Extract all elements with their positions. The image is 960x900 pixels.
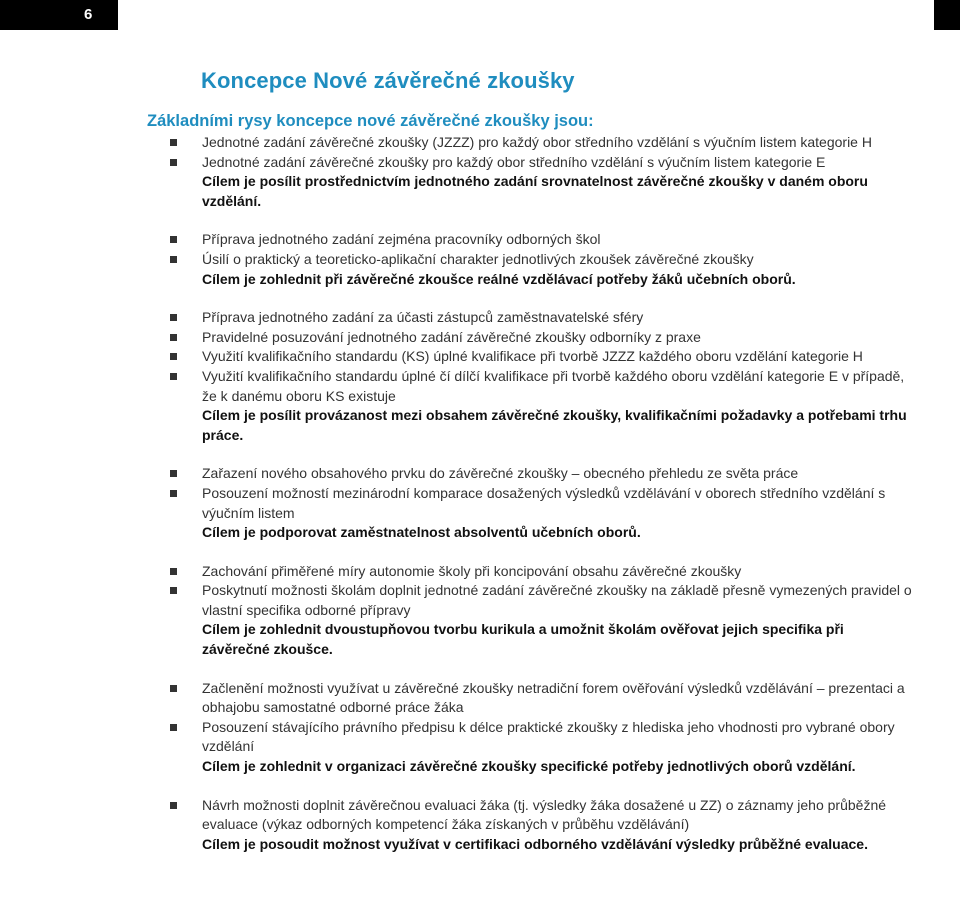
list-item-text: Posouzení možností mezinárodní komparace dosažených výsledků vzdělávání v oborech středního vzdělání s výučním listem	[202, 484, 886, 521]
list-item-text: Využití kvalifikačního standardu (KS) úplné kvalifikace při tvorbě JZZZ každého oboru vzdělání kategorie H	[202, 348, 863, 365]
square-bullet-icon	[170, 353, 177, 360]
list-item	[170, 250, 915, 270]
list-item	[170, 308, 915, 328]
square-bullet-icon	[170, 587, 177, 594]
goal-statement: Cílem je podporovat zaměstnatelnost absolventů učebních oborů.	[202, 524, 641, 541]
goal-statement: Cílem je zohlednit dvoustupňovou tvorbu kurikula a umožnit školám ověřovat jejich specifika při závěrečné zkoušce.	[202, 621, 844, 658]
goal-statement: Cílem je zohlednit při závěrečné zkoušce reálné vzdělávací potřeby žáků učebních oborů.	[202, 270, 796, 287]
square-bullet-icon	[170, 139, 177, 146]
page-title: Koncepce Nové závěrečné zkoušky	[201, 68, 575, 93]
square-bullet-icon	[170, 314, 177, 321]
bullet-group	[170, 133, 915, 211]
square-bullet-icon	[170, 470, 177, 477]
list-item-text: Příprava jednotného zadání zejména pracovníky odborných škol	[202, 231, 601, 248]
bullet-group	[170, 679, 915, 777]
list-item-text: Úsilí o praktický a teoreticko-aplikační charakter jednotlivých zkoušek závěrečné zkoušky	[202, 250, 754, 267]
square-bullet-icon	[170, 236, 177, 243]
list-item-text: Příprava jednotného zadání za účasti zástupců zaměstnavatelské sféry	[202, 309, 644, 326]
list-item	[170, 796, 915, 835]
list-item-text: Jednotné zadání závěrečné zkoušky pro každý obor středního vzdělání s výučním listem kategorie E	[202, 153, 826, 170]
square-bullet-icon	[170, 159, 177, 166]
list-item	[170, 347, 915, 367]
square-bullet-icon	[170, 334, 177, 341]
corner-marker	[934, 0, 960, 30]
list-item-text: Využití kvalifikačního standardu úplné čí dílčí kvalifikace při tvorbě každého oboru vzdělání kategorie E v případě, že k danému oboru KS existuje	[202, 367, 905, 404]
goal-statement: Cílem je zohlednit v organizaci závěrečné zkoušky specifické potřeby jednotlivých oborů vzdělání.	[202, 758, 856, 775]
list-item-text: Zachování přiměřené míry autonomie školy při koncipování obsahu závěrečné zkoušky	[202, 562, 742, 579]
list-item	[170, 328, 915, 348]
goal-statement: Cílem je posílit prostřednictvím jednotného zadání srovnatelnost závěrečné zkoušky v daném oboru vzdělání.	[202, 173, 868, 209]
list-item	[170, 153, 915, 173]
list-item-text: Pravidelné posuzování jednotného zadání závěrečné zkoušky odborníky z praxe	[202, 328, 701, 345]
list-item-text: Začlenění možnosti využívat u závěrečné zkoušky netradiční forem ověřování výsledků vzdělávání – prezentaci a obhajobu samostatné odborné práce žáka	[202, 679, 905, 716]
bullet-group	[170, 796, 915, 855]
list-item	[170, 718, 915, 757]
bullet-group	[170, 230, 915, 289]
square-bullet-icon	[170, 724, 177, 731]
list-item-text: Zařazení nového obsahového prvku do závěrečné zkoušky – obecného přehledu ze světa práce	[202, 465, 799, 482]
bullet-group	[170, 464, 915, 542]
square-bullet-icon	[170, 256, 177, 263]
square-bullet-icon	[170, 373, 177, 380]
list-item-text: Jednotné zadání závěrečné zkoušky (JZZZ) pro každý obor středního vzdělání s výučním listem kategorie H	[202, 134, 872, 150]
list-item-text: Posouzení stávajícího právního předpisu k délce praktické zkoušky z hlediska jeho vhodnosti pro vybrané obory vzdělání	[202, 718, 895, 755]
list-item	[170, 562, 915, 582]
intro-heading: Základními rysy koncepce nové závěrečné zkoušky jsou:	[147, 112, 594, 130]
feature-list	[170, 133, 915, 873]
list-item	[170, 367, 915, 406]
square-bullet-icon	[170, 490, 177, 497]
square-bullet-icon	[170, 802, 177, 809]
bullet-group	[170, 308, 915, 445]
square-bullet-icon	[170, 685, 177, 692]
list-item-text: Návrh možnosti doplnit závěrečnou evaluaci žáka (tj. výsledky žáka dosažené u ZZ) o záznamy jeho průběžné evaluace (výkaz odborných kompetencí žáka získaných v průběhu vzdělávání)	[202, 796, 887, 833]
list-item-text: Poskytnutí možnosti školám doplnit jednotné zadání závěrečné zkoušky na základě přesně vymezených pravidel o vlastní specifika odborné přípravy	[202, 582, 912, 618]
list-item	[170, 464, 915, 484]
list-item	[170, 133, 915, 153]
list-item	[170, 484, 915, 523]
goal-statement: Cílem je posílit provázanost mezi obsahem závěrečné zkoušky, kvalifikačními požadavky a potřebami trhu práce.	[202, 407, 907, 443]
goal-statement: Cílem je posoudit možnost využívat v certifikaci odborného vzdělávání výsledky průběžné evaluace.	[202, 835, 868, 852]
list-item	[170, 230, 915, 250]
list-item	[170, 679, 915, 718]
square-bullet-icon	[170, 568, 177, 575]
list-item	[170, 581, 915, 620]
page-number: 6	[0, 0, 118, 30]
bullet-group	[170, 562, 915, 660]
